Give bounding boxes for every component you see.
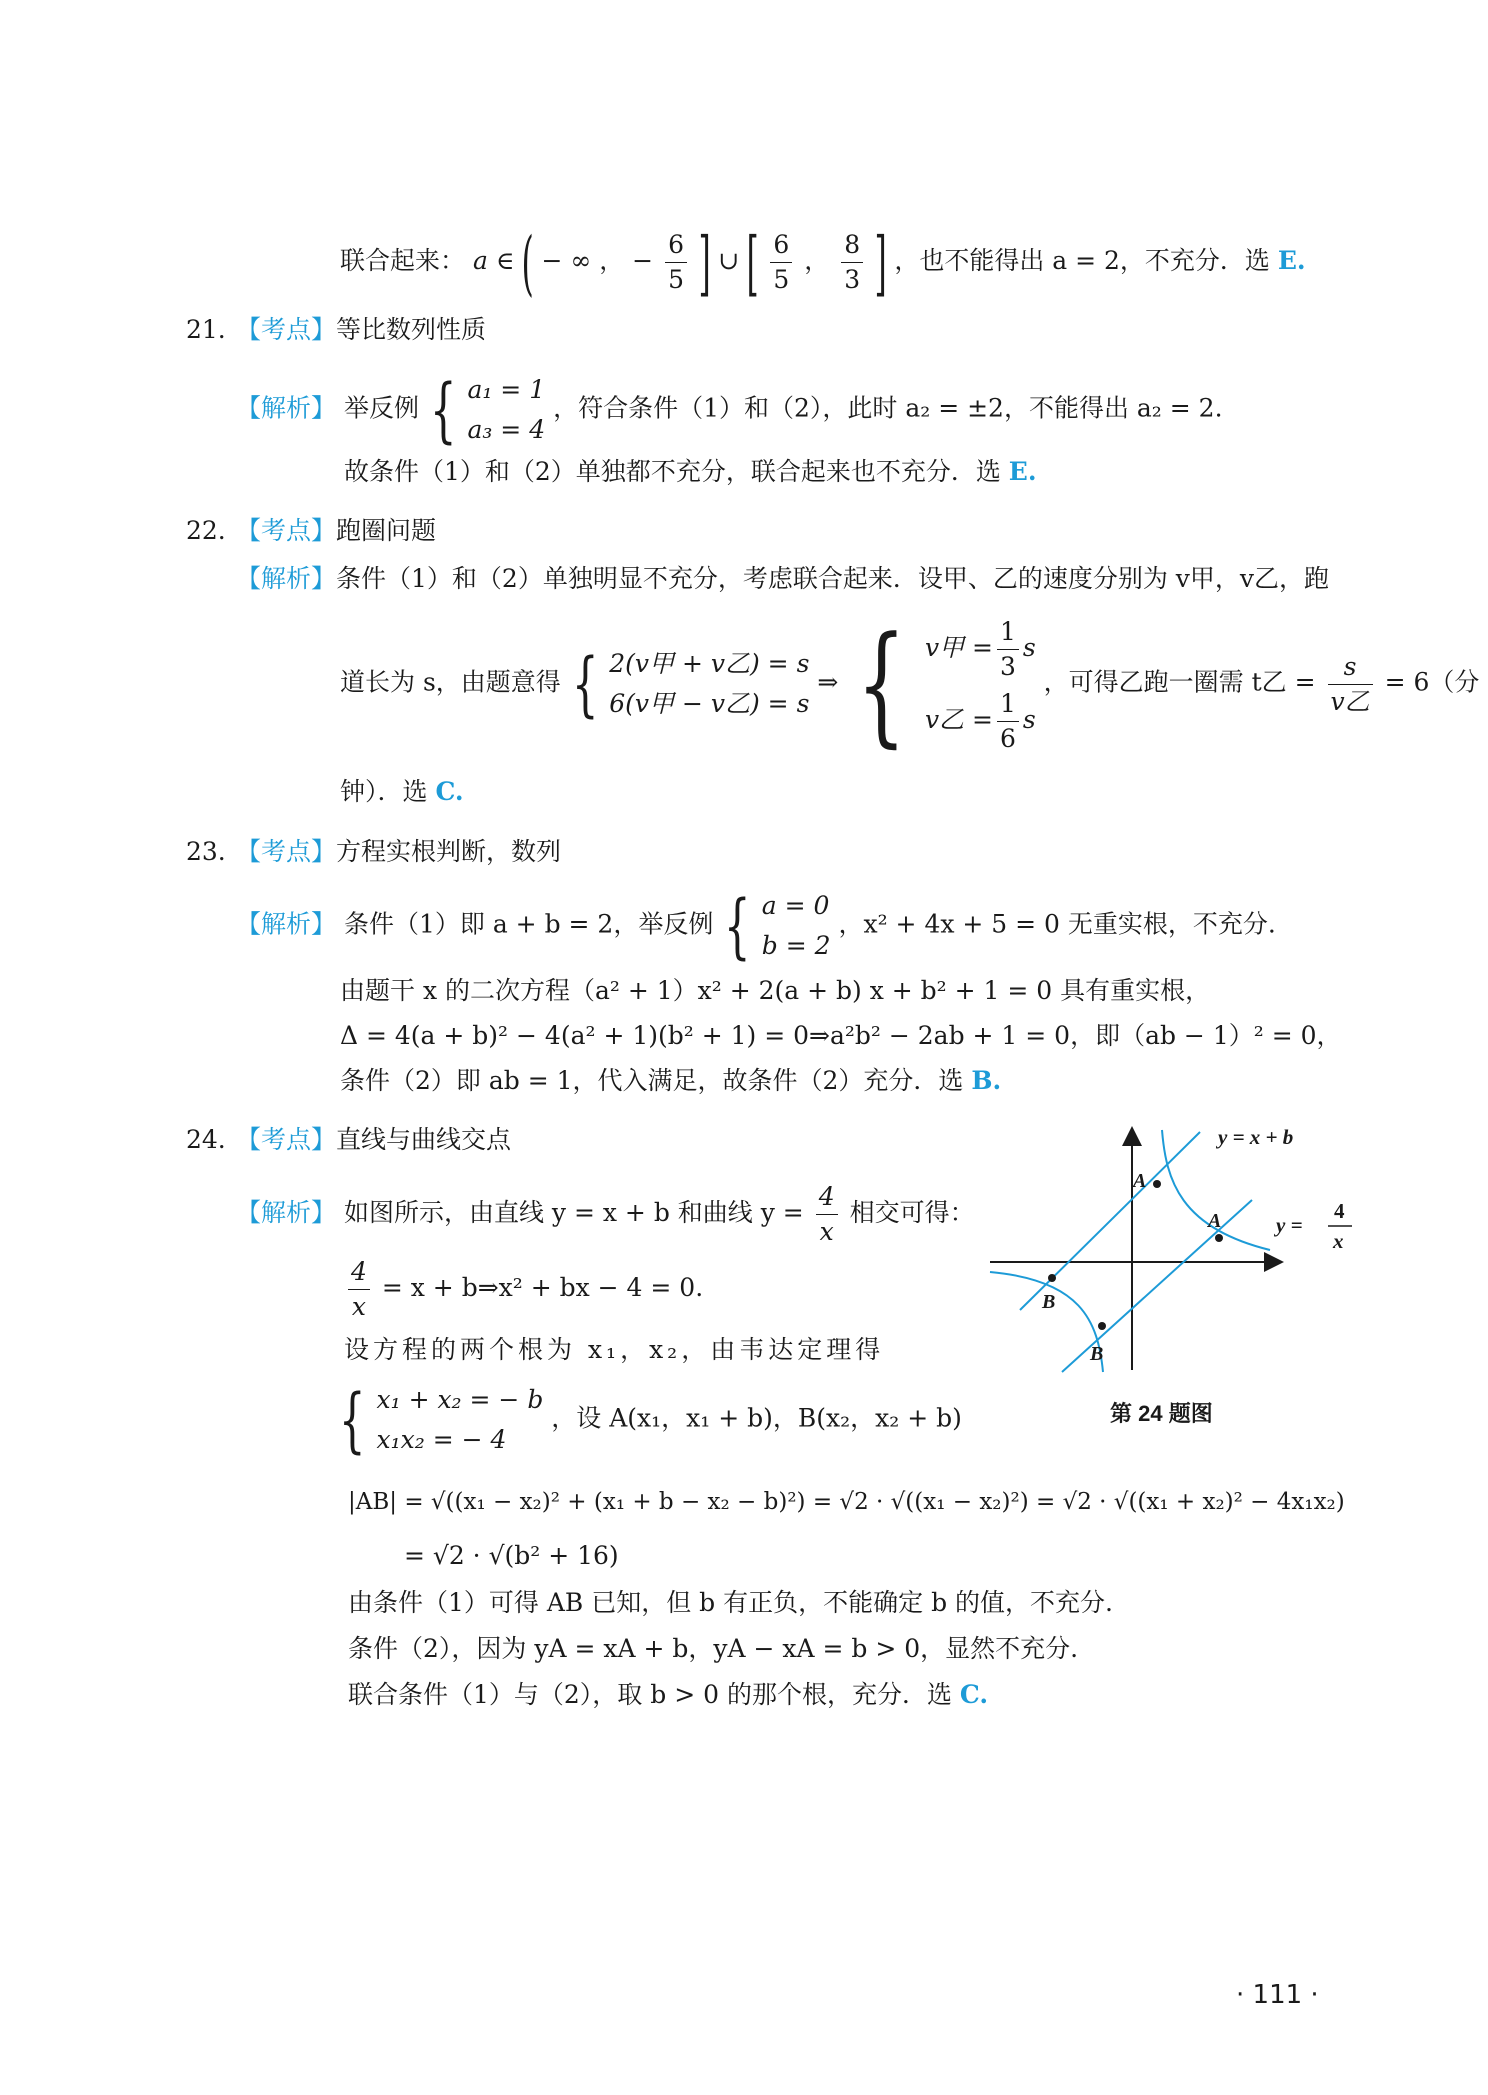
- answer-e: E.: [1008, 457, 1037, 486]
- answer-b: B.: [971, 1066, 1002, 1095]
- brace: {: [571, 643, 599, 725]
- kaodian-label: 【考点】: [236, 315, 337, 344]
- point-a2: [1215, 1234, 1223, 1242]
- q22-text2c: = 6（分: [1384, 667, 1480, 697]
- q21-analysis-line: [236, 370, 1223, 450]
- q23-text4: 条件（2）即 ab = 1，代入满足，故条件（2）充分．选: [340, 1066, 972, 1095]
- right-bracket-2: ]: [874, 221, 887, 304]
- point-b2: [1098, 1322, 1106, 1330]
- q21-text2: ，符合条件（1）和（2），此时 a₂ = ±2，不能得出 a₂ = 2.: [553, 393, 1223, 423]
- q21-topic: 等比数列性质: [336, 315, 487, 344]
- point-a1: [1153, 1180, 1161, 1188]
- q22-text2b: ，可得乙跑一圈需 t乙 =: [1043, 667, 1316, 697]
- label-b2: B: [1090, 1343, 1104, 1365]
- q24-line3: 设方程的两个根为 x₁，x₂，由韦达定理得: [344, 1335, 885, 1364]
- brace: {: [429, 369, 457, 451]
- q23-system: a = 0 b = 2: [761, 891, 831, 960]
- interval-a: a ∈: [472, 246, 515, 275]
- answer-c: C.: [959, 1680, 989, 1709]
- q24-text2: = x + b⇒x² + bx − 4 = 0.: [381, 1273, 704, 1302]
- brace-large: {: [856, 608, 907, 760]
- label-curve-y: y =: [1276, 1213, 1303, 1237]
- q24-line4: [336, 1380, 962, 1460]
- brace: {: [338, 1379, 366, 1461]
- union-line: [340, 221, 1306, 304]
- q21-text1: 举反例: [343, 393, 419, 423]
- q21-topic-line: [236, 314, 486, 346]
- q24-topic-line: [236, 1124, 511, 1156]
- q21-system: a₁ = 1 a₃ = 4: [467, 375, 546, 444]
- label-line: y = x + b: [1218, 1125, 1294, 1149]
- q24-line5: |AB| = √((x₁ − x₂)² + (x₁ + b − x₂ − b)²) = √2 · √((x₁ − x₂)²) = √2 · √((x₁ + x₂)² − 4x₁x₂): [348, 1489, 1345, 1515]
- q23-text1a: 条件（1）即 a + b = 2，举反例: [343, 909, 714, 939]
- q23-text1b: ，x² + 4x + 5 = 0 无重实根，不充分.: [838, 909, 1276, 939]
- fraction-s-v: $\frac{s}{\text{v乙}}$: [1328, 650, 1373, 719]
- jiexi-label: 【解析】: [236, 564, 337, 593]
- q24-text4: ，设 A(x₁，x₁ + b)，B(x₂，x₂ + b): [551, 1403, 962, 1433]
- q21-conclusion-line: [344, 456, 1037, 488]
- label-a2: A: [1208, 1210, 1222, 1232]
- fraction-6-5: $\frac{6}{5}$: [665, 228, 687, 297]
- q22-number: 22.: [186, 516, 226, 545]
- q24-text1b: 相交可得：: [849, 1198, 975, 1227]
- q22-system: 2(v甲 + v乙) = s 6(v甲 − v乙) = s: [609, 649, 810, 718]
- brace: {: [724, 885, 751, 967]
- minus-sign: −: [632, 246, 654, 275]
- q24-figure: [970, 1110, 1390, 1410]
- label-curve-den: x: [1333, 1229, 1344, 1253]
- q23-topic-line: [236, 836, 561, 868]
- cup-symbol: ∪: [718, 246, 740, 275]
- hyperbola-lower-branch: [990, 1272, 1103, 1372]
- kaodian-label: 【考点】: [236, 516, 337, 545]
- point-b1: [1048, 1274, 1056, 1282]
- q23-line3: Δ = 4(a + b)² − 4(a² + 1)(b² + 1) = 0⇒a²b² − 2ab + 1 = 0，即（ab − 1）² = 0，: [340, 1021, 1342, 1050]
- q24-topic: 直线与曲线交点: [336, 1125, 512, 1154]
- fraction-8-3: $\frac{8}{3}$: [841, 228, 863, 297]
- union-suffix: ，也不能得出 a = 2，不充分．选: [894, 246, 1278, 275]
- q24-text1a: 如图所示，由直线 y = x + b 和曲线 y =: [343, 1198, 804, 1227]
- q24-analysis-line: [236, 1180, 975, 1249]
- q24-line2: [344, 1255, 703, 1324]
- q22-analysis-line: [236, 563, 1329, 595]
- q23-analysis-line: [236, 886, 1276, 966]
- kaodian-label: 【考点】: [236, 1125, 337, 1154]
- fraction-6-5b: $\frac{6}{5}$: [770, 228, 792, 297]
- answer-e: E.: [1277, 246, 1306, 275]
- jiexi-label: 【解析】: [236, 909, 337, 939]
- union-prefix: 联合起来：: [340, 246, 466, 275]
- figure-caption: 第 24 题图: [1110, 1401, 1213, 1426]
- q21-text3: 故条件（1）和（2）单独都不充分，联合起来也不充分．选: [344, 457, 1009, 486]
- q22-text2a: 道长为 s，由题意得: [340, 667, 561, 697]
- q21-number: 21.: [186, 315, 226, 344]
- kaodian-label: 【考点】: [236, 837, 337, 866]
- q22-conclusion-line: [340, 776, 464, 808]
- jiexi-label: 【解析】: [236, 393, 337, 423]
- jiexi-label: 【解析】: [236, 1198, 337, 1227]
- q24-text9: 联合条件（1）与（2），取 b > 0 的那个根，充分．选: [348, 1680, 960, 1709]
- q23-line2: 由题干 x 的二次方程（a² + 1）x² + 2(a + b) x + b² + 1 = 0 具有重实根，: [340, 976, 1211, 1005]
- q23-conclusion-line: [340, 1065, 1001, 1097]
- line-upper: [1020, 1132, 1200, 1310]
- q24-line7: 由条件（1）可得 AB 已知，但 b 有正负，不能确定 b 的值，不充分.: [348, 1588, 1113, 1617]
- comma: ，: [804, 246, 830, 275]
- page-number: · 111 ·: [1236, 1980, 1319, 2010]
- q24-line8: 条件（2），因为 yA = xA + b，yA − xA = b > 0，显然不充分.: [348, 1634, 1079, 1663]
- implies-arrow: ⇒: [817, 667, 839, 697]
- label-b1: B: [1042, 1291, 1056, 1313]
- right-bracket: ]: [698, 221, 711, 304]
- q22-solution: v甲 = $\frac{1}{3}$ s v乙 = $\frac{1}{6}$ s: [924, 617, 1036, 753]
- q22-text1: 条件（1）和（2）单独明显不充分，考虑联合起来．设甲、乙的速度分别为 v甲，v乙，跑: [336, 564, 1330, 593]
- q24-conclusion-line: [348, 1679, 988, 1711]
- left-bracket: [: [746, 221, 759, 304]
- q22-topic-line: [236, 515, 436, 547]
- q22-system-line: [340, 608, 1480, 762]
- left-paren: (: [521, 221, 535, 304]
- answer-c: C.: [435, 777, 464, 806]
- q23-topic: 方程实根判断，数列: [336, 837, 562, 866]
- fraction-4-x: $\frac{4}{x}$: [816, 1180, 838, 1249]
- q24-number: 24.: [186, 1125, 226, 1154]
- label-curve-num: 4: [1334, 1199, 1345, 1223]
- fraction-4-x-2: $\frac{4}{x}$: [348, 1255, 370, 1324]
- label-a1: A: [1133, 1170, 1147, 1192]
- neg-inf: − ∞ ，: [541, 246, 625, 275]
- q24-line6: = √2 · √(b² + 16): [404, 1541, 619, 1570]
- q24-system: x₁ + x₂ = − b x₁x₂ = − 4: [376, 1385, 544, 1454]
- q22-text3: 钟）．选: [340, 777, 436, 806]
- q22-topic: 跑圈问题: [336, 516, 437, 545]
- q23-number: 23.: [186, 837, 226, 866]
